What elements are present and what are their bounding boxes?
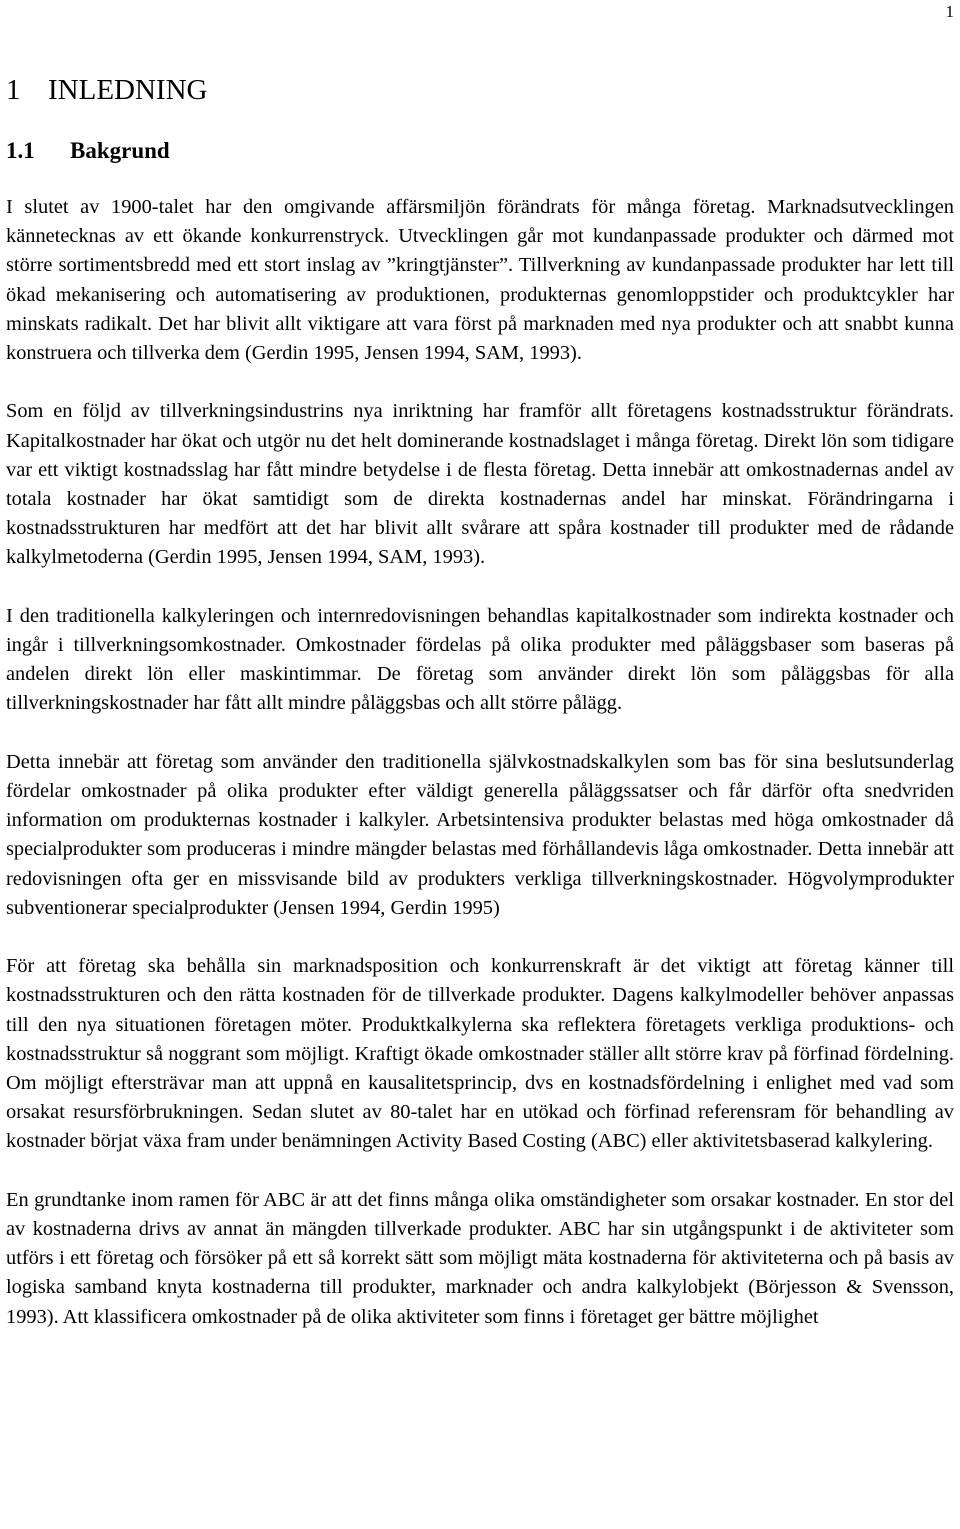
paragraph-background-1: I slutet av 1900-talet har den omgivande affärsmiljön förändrats för många företag. Marknadsutvecklingen kännetecknas av ett ökande konkurrenstryck. Utvecklingen går mot kundanpassade produkter och därmed mot större sortimentsbredd med ett stort inslag av ”kringtjänster”. Tillverkning av kundanpassade produkter har lett till ökad mekanisering och automatisering av produktionen, produkternas genomloppstider och produktcykler har minskats radikalt. Det har blivit allt viktigare att vara först på marknaden med nya produkter och att snabbt kunna konstruera och tillverka dem (Gerdin 1995, Jensen 1994, SAM, 1993). [6, 196, 954, 365]
body-text [6, 193, 954, 1361]
chapter-title: INLEDNING [48, 74, 208, 106]
paragraph-background-5: För att företag ska behålla sin marknadsposition och konkurrenskraft är det viktigt att företag känner till kostnadsstrukturen och den rätta kostnaden för de tillverkade produkter. Dagens kalkylmodeller behöver anpassas till den nya situationen företagen möter. Produktkalkylerna ska reflektera företagets verkliga produktions- och kostnadsstruktur så noggrant som möjligt. Kraftigt ökade omkostnader ställer allt större krav på förfinad fördelning. Om möjligt eftersträvar man att uppnå en kausalitetsprincip, dvs en kostnadsfördelning i enlighet med vad som orsakat resursförbrukningen. Sedan slutet av 80-talet har en utökad och förfinad referensram för behandling av kostnader börjat växa fram under benämningen Activity Based Costing (ABC) eller aktivitetsbaserad kalkylering. [6, 955, 954, 1153]
paragraph-background-4: Detta innebär att företag som använder den traditionella självkostnadskalkylen som bas för sina beslutsunderlag fördelar omkostnader på olika produkter efter väldigt generella påläggssatser och får därför ofta snedvriden information om produkternas kostnader i kalkyler. Arbetsintensiva produkter belastas med höga omkostnader då specialprodukter som produceras i mindre mängder belastas med förhållandevis låga omkostnader. Detta innebär att redovisningen ofta ger en missvisande bild av produkters verkliga tillverkningskostnader. Högvolymprodukter subventionerar specialprodukter (Jensen 1994, Gerdin 1995) [6, 750, 954, 919]
section-heading [6, 137, 170, 165]
section-title: Bakgrund [70, 138, 170, 163]
paragraph-background-2: Som en följd av tillverkningsindustrins nya inriktning har framför allt företagens kostnadsstruktur förändrats. Kapitalkostnader har ökat och utgör nu det helt dominerande kostnadslaget i många företag. Direkt lön som tidigare var ett viktigt kostnadsslag har fått mindre betydelse i de flesta företag. Detta innebär att omkostnadernas andel av totala kostnader har ökat samtidigt som de direkta kostnadernas andel har minskat. Förändringarna i kostnadsstrukturen har medfört att det har blivit allt svårare att spåra kostnader till produkter med de rådande kalkylmetoderna (Gerdin 1995, Jensen 1994, SAM, 1993). [6, 400, 954, 569]
paragraph-background-3: I den traditionella kalkyleringen och internredovisningen behandlas kapitalkostnader som indirekta kostnader och ingår i tillverkningsomkostnader. Omkostnader fördelas på olika produkter med påläggsbaser som baseras på andelen direkt lön eller maskintimmar. De företag som använder direkt lön som påläggsbas för alla tillverkningskostnader har fått allt mindre påläggsbas och allt större pålägg. [6, 604, 954, 715]
chapter-number: 1 [6, 74, 21, 106]
chapter-heading [6, 73, 207, 107]
paragraph-background-6: En grundtanke inom ramen för ABC är att det finns många olika omständigheter som orsakar kostnader. En stor del av kostnaderna drivs av annat än mängden tillverkade produkter. ABC har sin utgångspunkt i de aktiviteter som utförs i ett företag och försöker på ett så korrekt sätt som möjligt mäta kostnaderna för aktiviteterna och på basis av logiska samband knyta kostnaderna till produkter, marknader och andra kalkylobjekt (Börjesson & Svensson, 1993). Att klassificera omkostnader på de olika aktiviteter som finns i företaget ger bättre möjlighet [6, 1188, 954, 1328]
page-number: 1 [945, 2, 954, 21]
section-number: 1.1 [6, 138, 35, 163]
